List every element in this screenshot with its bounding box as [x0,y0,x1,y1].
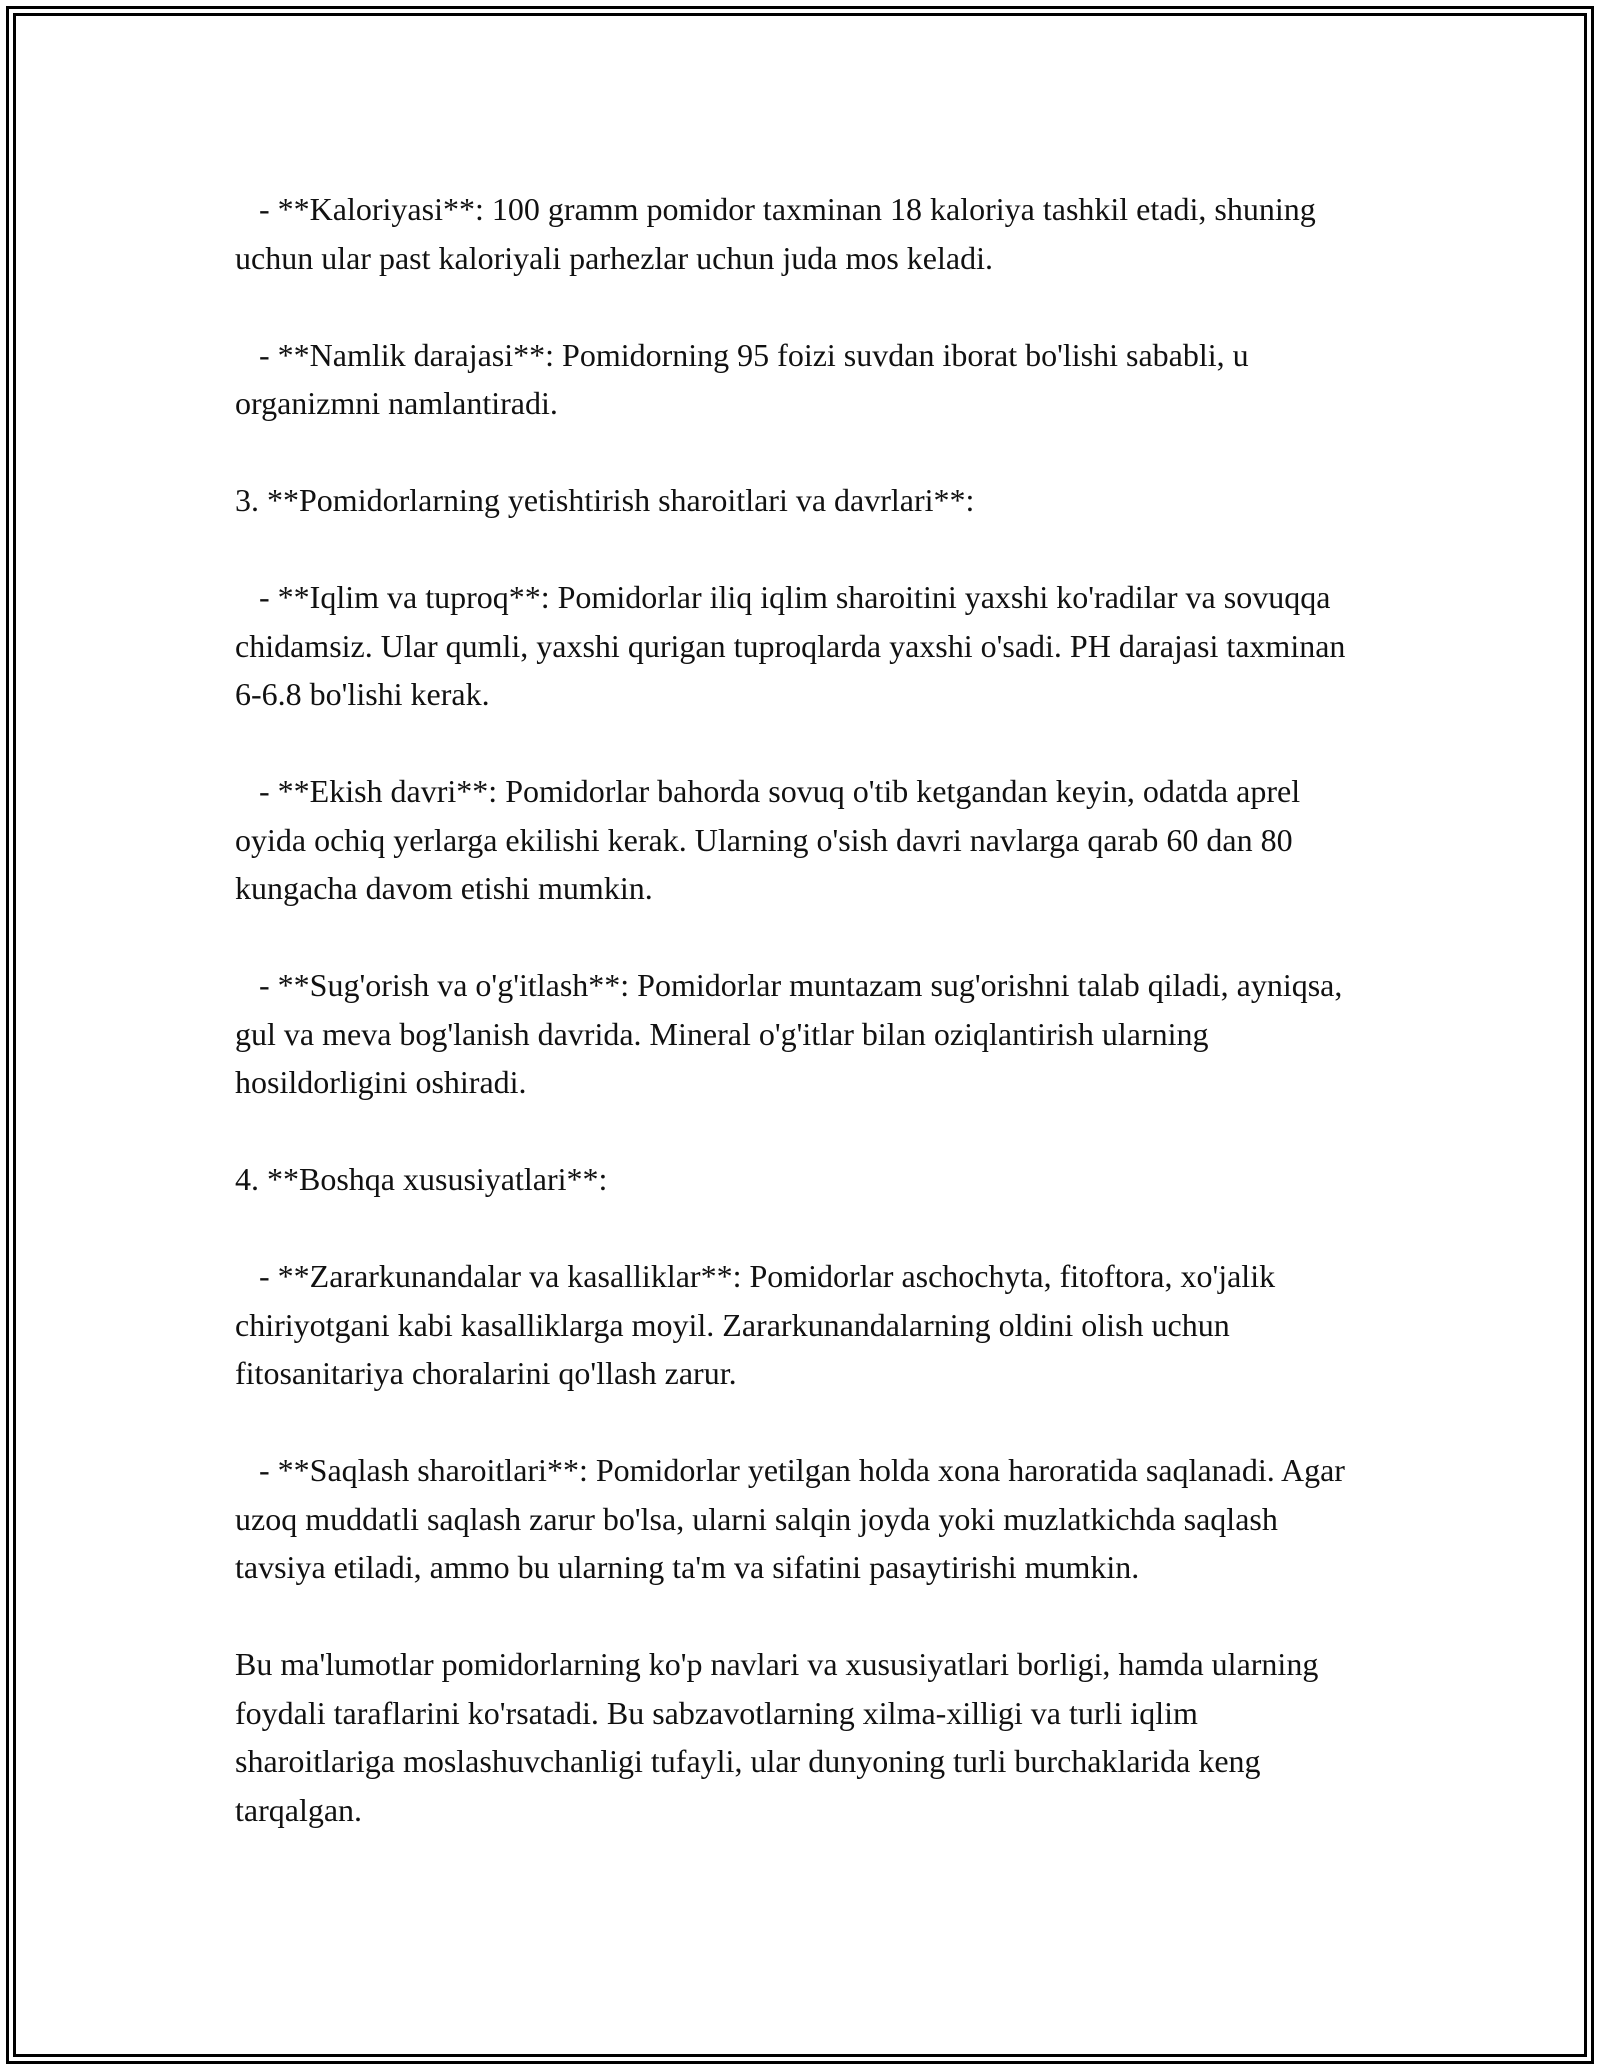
paragraph-watering-fertilizing: - **Sug'orish va o'g'itlash**: Pomidorlar muntazam sug'orishni talab qiladi, ayniqsa, gul va meva bog'lanish davrida. Mineral o'g'itlar bilan oziqlantirish ularning hosildorligini oshiradi. [235,967,1351,1100]
paragraph-moisture: - **Namlik darajasi**: Pomidorning 95 foizi suvdan iborat bo'lishi sababli, u organizmni namlantiradi. [235,336,1257,421]
paragraph-pests-diseases: - **Zararkunandalar va kasalliklar**: Pomidorlar aschochyta, fitoftora, xo'jalik chiriyotgani kabi kasalliklarga moyil. Zararkunandalarning oldini olish uchun fitosanitariya choralarini qo'llash zarur. [235,1258,1284,1391]
paragraph-climate-soil: - **Iqlim va tuproq**: Pomidorlar iliq iqlim sharoitini yaxshi ko'radilar va sovuqqa chidamsiz. Ular qumli, yaxshi qurigan tuproqlarda yaxshi o'sadi. PH darajasi taxminan 6-6.8 bo'lishi kerak. [235,579,1354,712]
paragraph-planting-period: - **Ekish davri**: Pomidorlar bahorda sovuq o'tib ketgandan keyin, odatda aprel oyida ochiq yerlarga ekilishi kerak. Ularning o'sish davri navlarga qarab 60 dan 80 kungacha davom etishi mumkin. [235,773,1309,906]
document-body [235,185,1365,1883]
section-heading-other-features: 4. **Boshqa xususiyatlari**: [235,1161,608,1197]
paragraph-storage: - **Saqlash sharoitlari**: Pomidorlar yetilgan holda xona haroratida saqlanadi. Agar uzoq muddatli saqlash zarur bo'lsa, ularni salqin joyda yoki muzlatkichda saqlash tavsiya etiladi, ammo bu ularning ta'm va sifatini pasaytirishi mumkin. [235,1452,1353,1585]
paragraph-calories: - **Kaloriyasi**: 100 gramm pomidor taxminan 18 kaloriya tashkil etadi, shuning uchun ular past kaloriyali parhezlar uchun juda mos keladi. [235,191,1324,276]
paragraph-conclusion: Bu ma'lumotlar pomidorlarning ko'p navlari va xususiyatlari borligi, hamda ularning foydali taraflarini ko'rsatadi. Bu sabzavotlarning xilma-xilligi va turli iqlim sharoitlariga moslashuvchanligi tufayli, ular dunyoning turli burchaklarida keng tarqalgan. [235,1646,1327,1828]
section-heading-growing-conditions: 3. **Pomidorlarning yetishtirish sharoitlari va davrlari**: [235,482,975,518]
